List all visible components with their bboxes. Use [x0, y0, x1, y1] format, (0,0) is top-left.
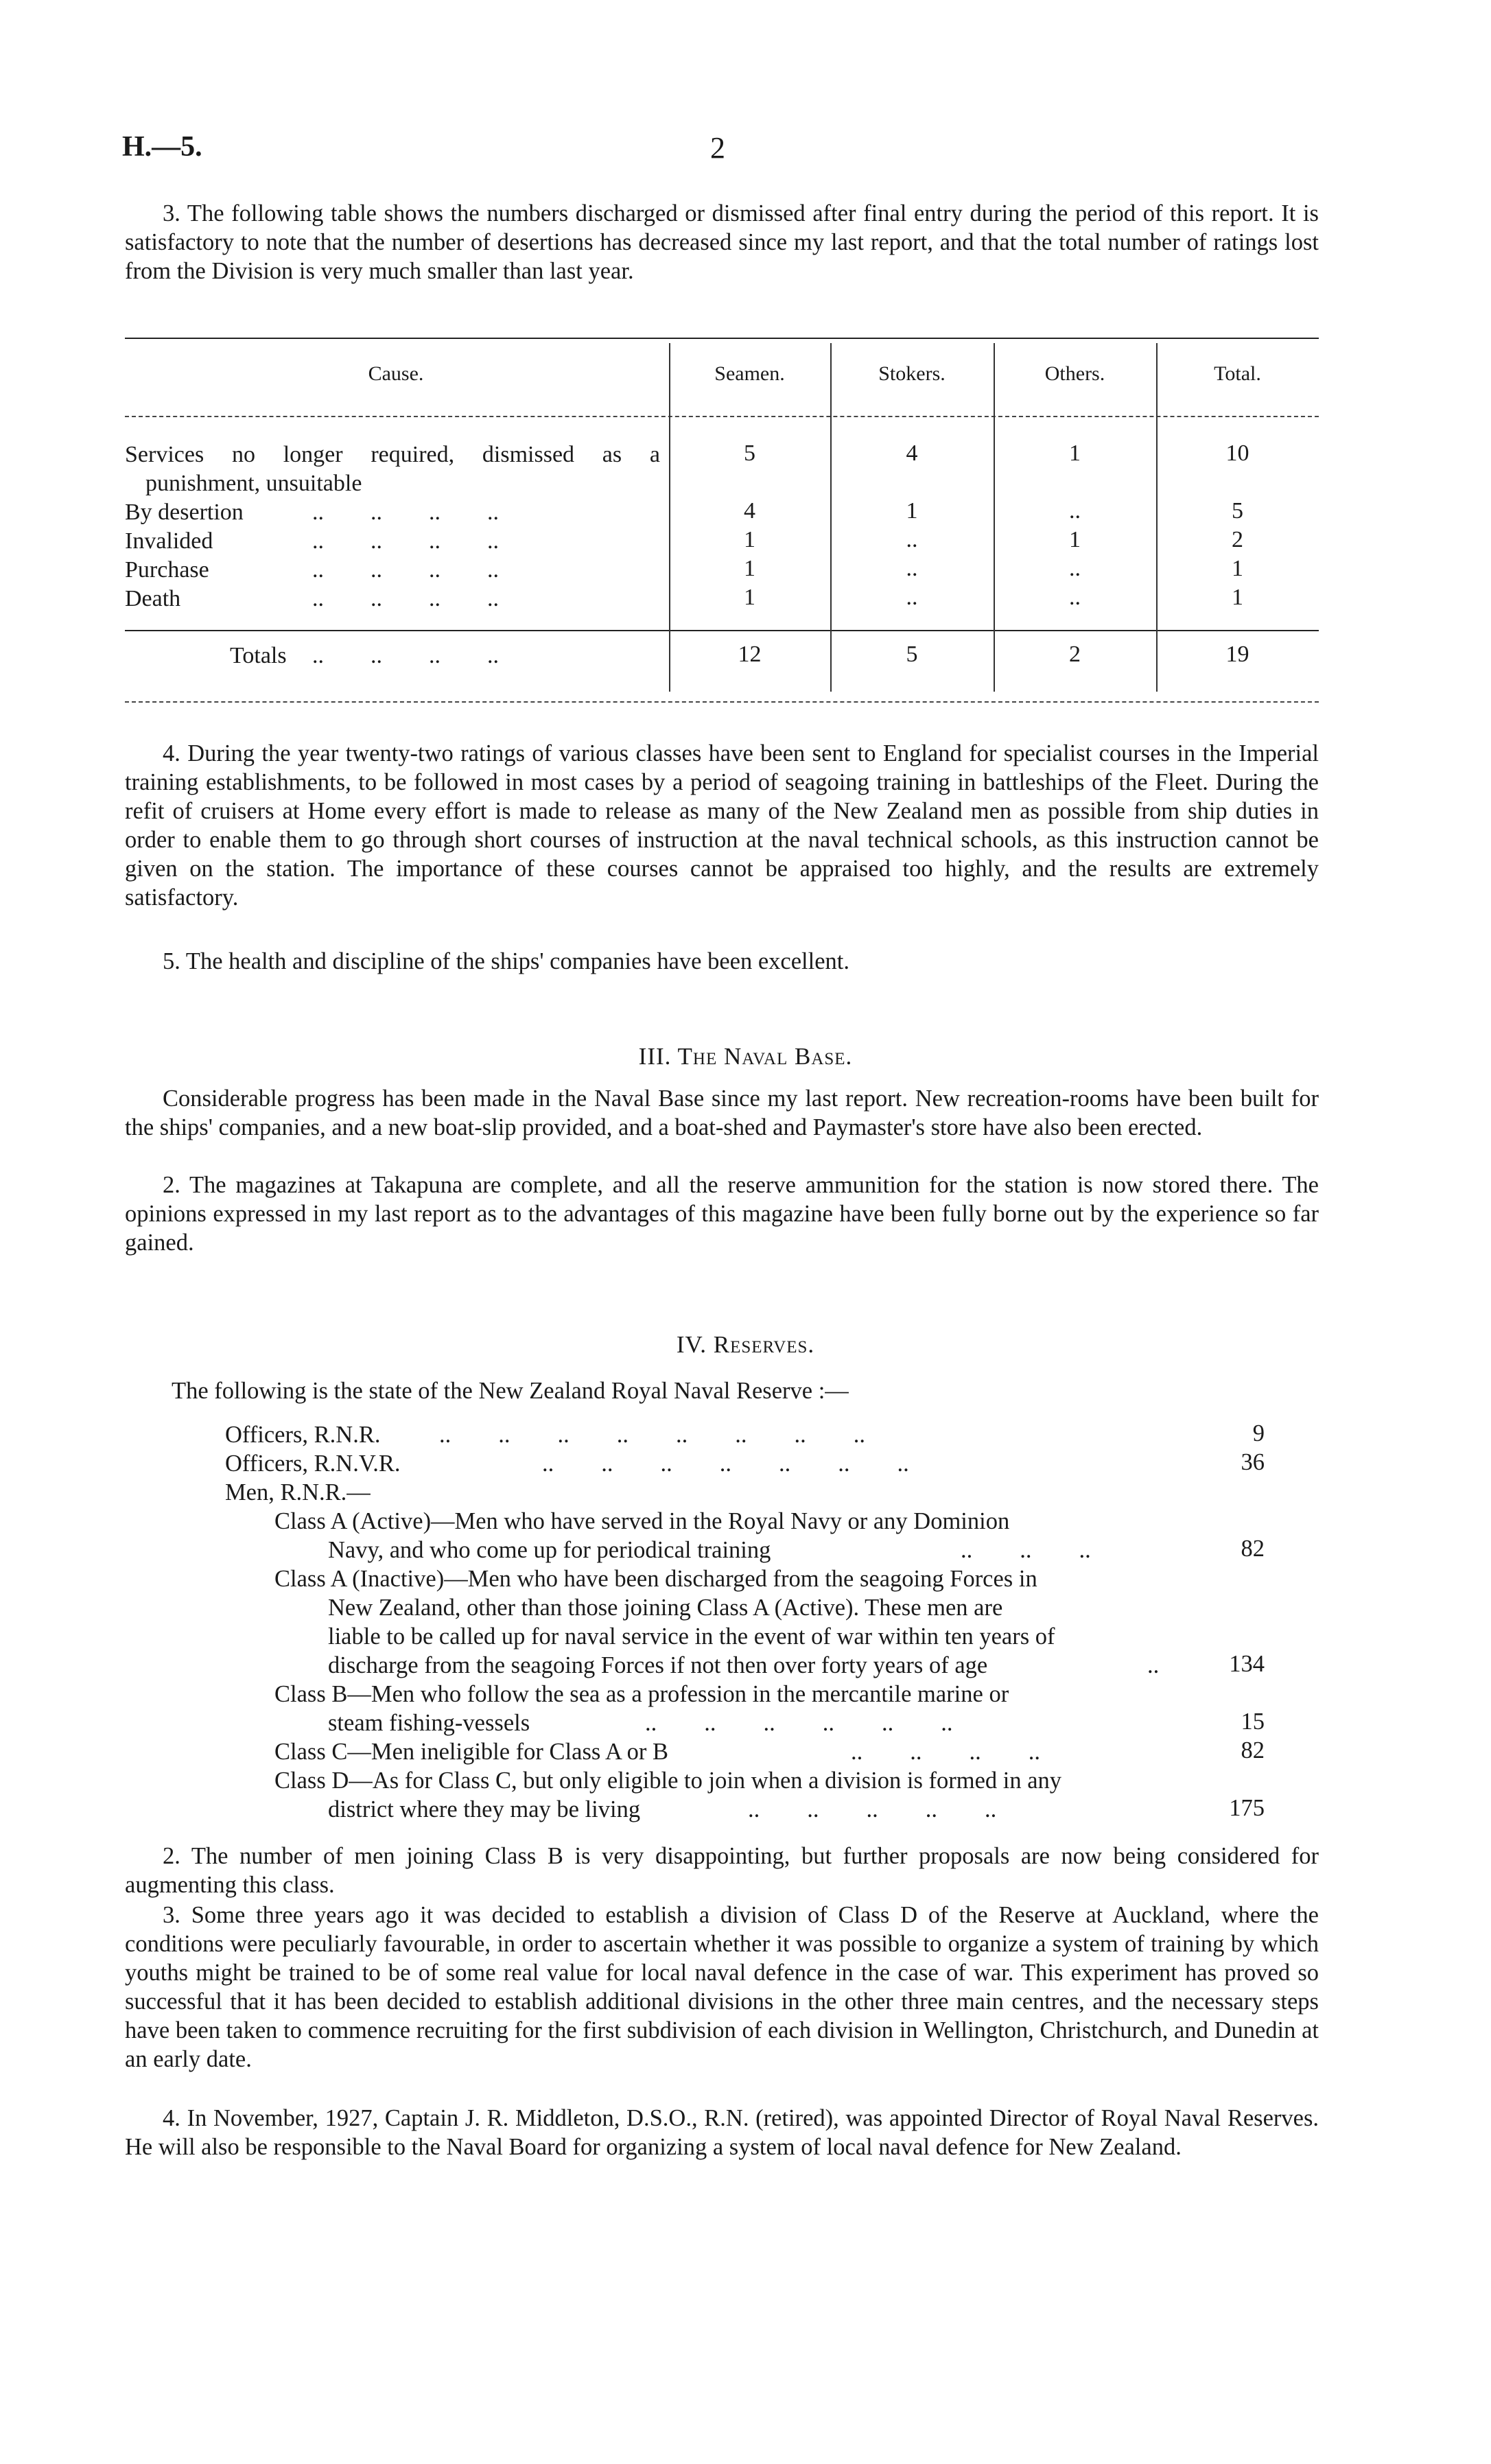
leader-dots: .. .. .. .. .. [748, 1796, 997, 1822]
paragraph-5: 5. The health and discipline of the ships' companies have been excellent. [163, 948, 849, 974]
header-seamen: Seamen. [714, 362, 785, 385]
leader-dots: .. .. .. .. .. .. .. [542, 1451, 909, 1477]
leader-dots: .. .. .. .. [312, 643, 499, 668]
leader-dots: .. .. .. .. [312, 586, 499, 611]
list-item-cont: Navy, and who come up for periodical training [328, 1537, 771, 1563]
seamen-cell: 4 [744, 498, 755, 524]
totals-label: Totals [230, 643, 287, 668]
others-cell: .. [1069, 556, 1081, 581]
total-cell: 10 [1225, 441, 1249, 466]
cause-cell: Death [125, 586, 181, 611]
table-top-rule [125, 338, 1319, 339]
header-cause: Cause. [368, 362, 424, 385]
reserves-paragraph-4: 4. In November, 1927, Captain J. R. Middleton, D.S.O., R.N. (retired), was appointed Director of Royal Naval Reserves. He will also be responsible to the Naval Board for organizing a system of local naval defence for New Zealand. [125, 2105, 1319, 2160]
leader-dots: .. .. .. [961, 1537, 1091, 1563]
seamen-cell: 1 [744, 585, 755, 610]
list-item: Class D—As for Class C, but only eligible to join when a division is formed in any [274, 1768, 1062, 1794]
stokers-cell: .. [906, 585, 918, 610]
list-heading: Men, R.N.R.— [225, 1479, 371, 1505]
total-cell: 1 [1232, 556, 1243, 581]
reserves-paragraph-2: 2. The number of men joining Class B is very disappointing, but further proposals are now being considered for augmenting this class. [125, 1843, 1319, 1898]
header-others: Others. [1044, 362, 1105, 385]
paragraph-4: 4. During the year twenty-two ratings of various classes have been sent to England for specialist courses in the Imperial training establishments, to be followed in most cases by a period of seagoing training in battleships of the Fleet. During the refit of cruisers at Home every effort is made to release as many of the New Zealand men as possible from ship duties in order to enable them to go through short courses of instruction at the naval technical schools, as this instruction cannot be given on the station. The importance of these courses cannot be appraised too highly, and the results are extremely satisfactory. [125, 740, 1319, 911]
list-item-cont: New Zealand, other than those joining Class A (Active). These men are [328, 1595, 1003, 1621]
others-cell: 1 [1069, 441, 1081, 466]
list-value: 82 [1241, 1536, 1265, 1562]
leader-dots: .. .. .. .. .. .. .. .. [439, 1422, 865, 1448]
stokers-cell: 1 [906, 498, 918, 524]
list-value: 134 [1229, 1651, 1265, 1677]
seamen-cell: 5 [744, 441, 755, 466]
list-value: 82 [1241, 1737, 1265, 1763]
seamen-total: 12 [738, 642, 762, 667]
stokers-cell: .. [906, 527, 918, 552]
reserves-intro: The following is the state of the New Zealand Royal Naval Reserve :— [172, 1378, 849, 1404]
total-cell: 5 [1232, 498, 1243, 524]
reserves-paragraph-3: 3. Some three years ago it was decided to establish a division of Class D of the Reserve at Auckland, where the conditions were peculiarly favourable, in order to ascertain whether it was possible to organize a system of training by which youths might be trained to be of some real value for local naval defence in the case of war. This experiment has proved so successful that it has been decided to establish additional divisions in the other three main centres, and the necessary steps have been taken to commence recruiting for the first subdivision of each division in Wellington, Christchurch, and Dunedin at an early date. [125, 1902, 1319, 2072]
others-total: 2 [1069, 642, 1081, 667]
page-number: 2 [710, 131, 725, 165]
total-cell: 1 [1232, 585, 1243, 610]
list-item: Officers, R.N.R. [225, 1422, 381, 1448]
others-cell: .. [1069, 585, 1081, 610]
list-item-cont: discharge from the seagoing Forces if not then over forty years of age [328, 1652, 988, 1678]
list-value: 175 [1229, 1795, 1265, 1821]
cause-cell-cont: punishment, unsuitable [145, 471, 362, 496]
list-item: Officers, R.N.V.R. [225, 1451, 401, 1477]
cause-cell: By desertion [125, 500, 244, 525]
naval-base-paragraph-2: 2. The magazines at Takapuna are complete, and all the reserve ammunition for the station is now stored there. The opinions expressed in my last report as to the advantages of this magazine have been fully borne out by the experience so far gained. [125, 1172, 1319, 1256]
stokers-total: 5 [906, 642, 918, 667]
table-totals-rule [125, 630, 1319, 631]
list-item-cont: district where they may be living [328, 1796, 641, 1822]
header-stokers: Stokers. [878, 362, 946, 385]
stokers-cell: 4 [906, 441, 918, 466]
list-value: 36 [1241, 1449, 1265, 1475]
list-value: 9 [1252, 1420, 1265, 1446]
others-cell: 1 [1069, 527, 1081, 552]
total-cell: 2 [1232, 527, 1243, 552]
leader-dots: .. .. .. .. [851, 1739, 1040, 1765]
list-item-cont: liable to be called up for naval service in the event of war within ten years of [328, 1623, 1055, 1650]
leader-dots: .. .. .. .. [312, 500, 499, 525]
others-cell: .. [1069, 498, 1081, 524]
leader-dots: .. .. .. .. [312, 528, 499, 554]
section-heading-reserves: IV. Reserves. [676, 1331, 815, 1358]
list-value: 15 [1241, 1709, 1265, 1735]
list-item: Class A (Inactive)—Men who have been discharged from the seagoing Forces in [274, 1566, 1037, 1592]
seamen-cell: 1 [744, 556, 755, 581]
cause-cell: Purchase [125, 557, 209, 583]
table-header-rule [125, 416, 1319, 417]
header-total: Total. [1214, 362, 1261, 385]
list-item-cont: steam fishing-vessels [328, 1710, 530, 1736]
list-item: Class B—Men who follow the sea as a profession in the mercantile marine or [274, 1681, 1009, 1707]
seamen-cell: 1 [744, 527, 755, 552]
cause-cell: Services no longer required, dismissed as a [125, 442, 660, 467]
report-code: H.—5. [122, 131, 202, 163]
list-item: Class A (Active)—Men who have served in the Royal Navy or any Dominion [274, 1508, 1010, 1534]
naval-base-paragraph-1: Considerable progress has been made in the Naval Base since my last report. New recreation-rooms have been built for the ships' companies, and a new boat-slip provided, and a boat-shed and Paymaster's store have also been erected. [125, 1086, 1319, 1140]
section-heading-naval-base: III. The Naval Base. [638, 1043, 853, 1070]
list-item: Class C—Men ineligible for Class A or B [274, 1739, 669, 1765]
table-bottom-rule [125, 701, 1319, 703]
paragraph-3: 3. The following table shows the numbers discharged or dismissed after final entry during the period of this report. It is satisfactory to note that the number of desertions has decreased since my last report, and that the total number of ratings lost from the Division is very much smaller than last year. [125, 200, 1319, 284]
grand-total: 19 [1225, 642, 1249, 667]
leader-dots: .. [1147, 1652, 1160, 1678]
stokers-cell: .. [906, 556, 918, 581]
leader-dots: .. .. .. .. .. .. [645, 1710, 953, 1736]
leader-dots: .. .. .. .. [312, 557, 499, 583]
cause-cell: Invalided [125, 528, 213, 554]
